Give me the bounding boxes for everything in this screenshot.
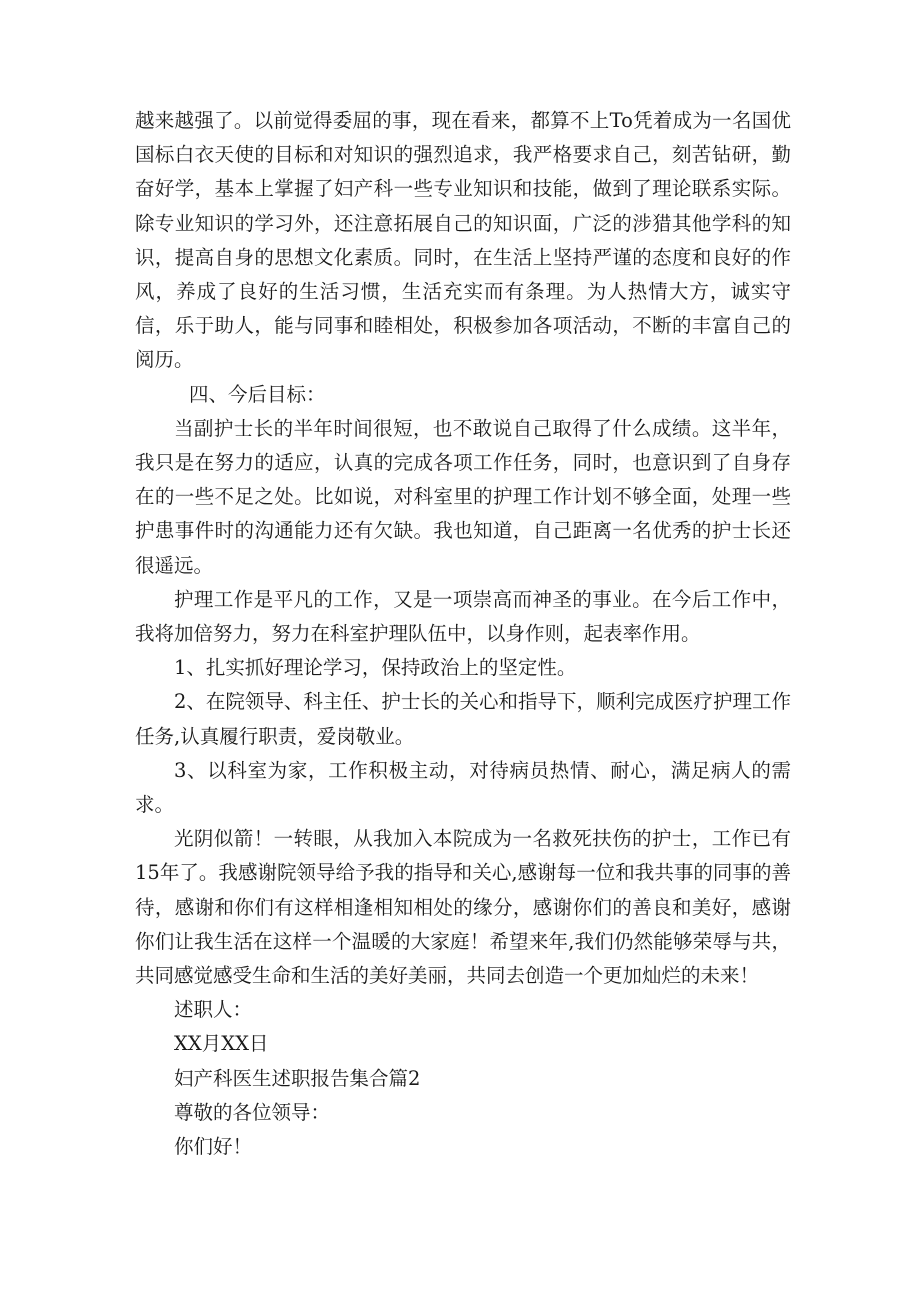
greeting: 你们好！ xyxy=(174,1135,253,1159)
paragraph-gratitude: 光阴似箭！一转眼，从我加入本院成为一名救死扶伤的护士，工作已有15年了。我感谢院领导给予我的指导和关心,感谢每一位和我共事的同事的善待，感谢和你们有这样相逢相知相处的缘分，感谢你们的善良和美好，感谢你们让我生活在这样一个温暖的大家庭！希望来年,我们仍然能够荣辱与共，共同感觉感受生命和生活的美好美丽，共同去创造一个更加灿烂的未来！ xyxy=(135,827,791,988)
paragraph-nursing-work: 护理工作是平凡的工作，又是一项崇高而神圣的事业。在今后工作中，我将加倍努力，努力在科室护理队伍中，以身作则，起表率作用。 xyxy=(135,587,791,646)
list-item-goal-1: 1、扎实抓好理论学习，保持政治上的坚定性。 xyxy=(174,656,577,680)
paragraph-half-year-reflection: 当副护士长的半年时间很短，也不敢说自己取得了什么成绩。这半年，我只是在努力的适应，认真的完成各项工作任务，同时，也意识到了自身存在的一些不足之处。比如说，对科室里的护理工作计划不够全面，处理一些护患事件时的沟通能力还有欠缺。我也知道，自己距离一名优秀的护士长还很遥远。 xyxy=(135,416,791,577)
section-heading-future-goals: 四、今后目标： xyxy=(189,382,326,406)
document-body xyxy=(135,104,791,1164)
next-article-title: 妇产科医生述职报告集合篇2 xyxy=(174,1066,421,1090)
date-line: XX月XX日 xyxy=(174,1032,269,1056)
list-item-goal-2: 2、在院领导、科主任、护士长的关心和指导下，顺利完成医疗护理工作任务,认真履行职责，爱岗敬业。 xyxy=(135,690,791,748)
signature-label: 述职人： xyxy=(174,998,253,1022)
list-item-goal-3: 3、以科室为家，工作积极主动，对待病员热情、耐心，满足病人的需求。 xyxy=(135,758,791,817)
paragraph-continuation: 越来越强了。以前觉得委屈的事，现在看来，都算不上To凭着成为一名国优国标白衣天使的目标和对知识的强烈追求，我严格要求自己，刻苦钻研，勤奋好学，基本上掌握了妇产科一些专业知识和技能，做到了理论联系实际。除专业知识的学习外，还注意拓展自己的知识面，广泛的涉猎其他学科的知识，提高自身的思想文化素质。同时，在生活上坚持严谨的态度和良好的作风，养成了良好的生活习惯，生活充实而有条理。为人热情大方，诚实守信，乐于助人，能与同事和睦相处，积极参加各项活动，不断的丰富自己的阅历。 xyxy=(135,109,791,372)
salutation: 尊敬的各位领导： xyxy=(174,1100,331,1124)
